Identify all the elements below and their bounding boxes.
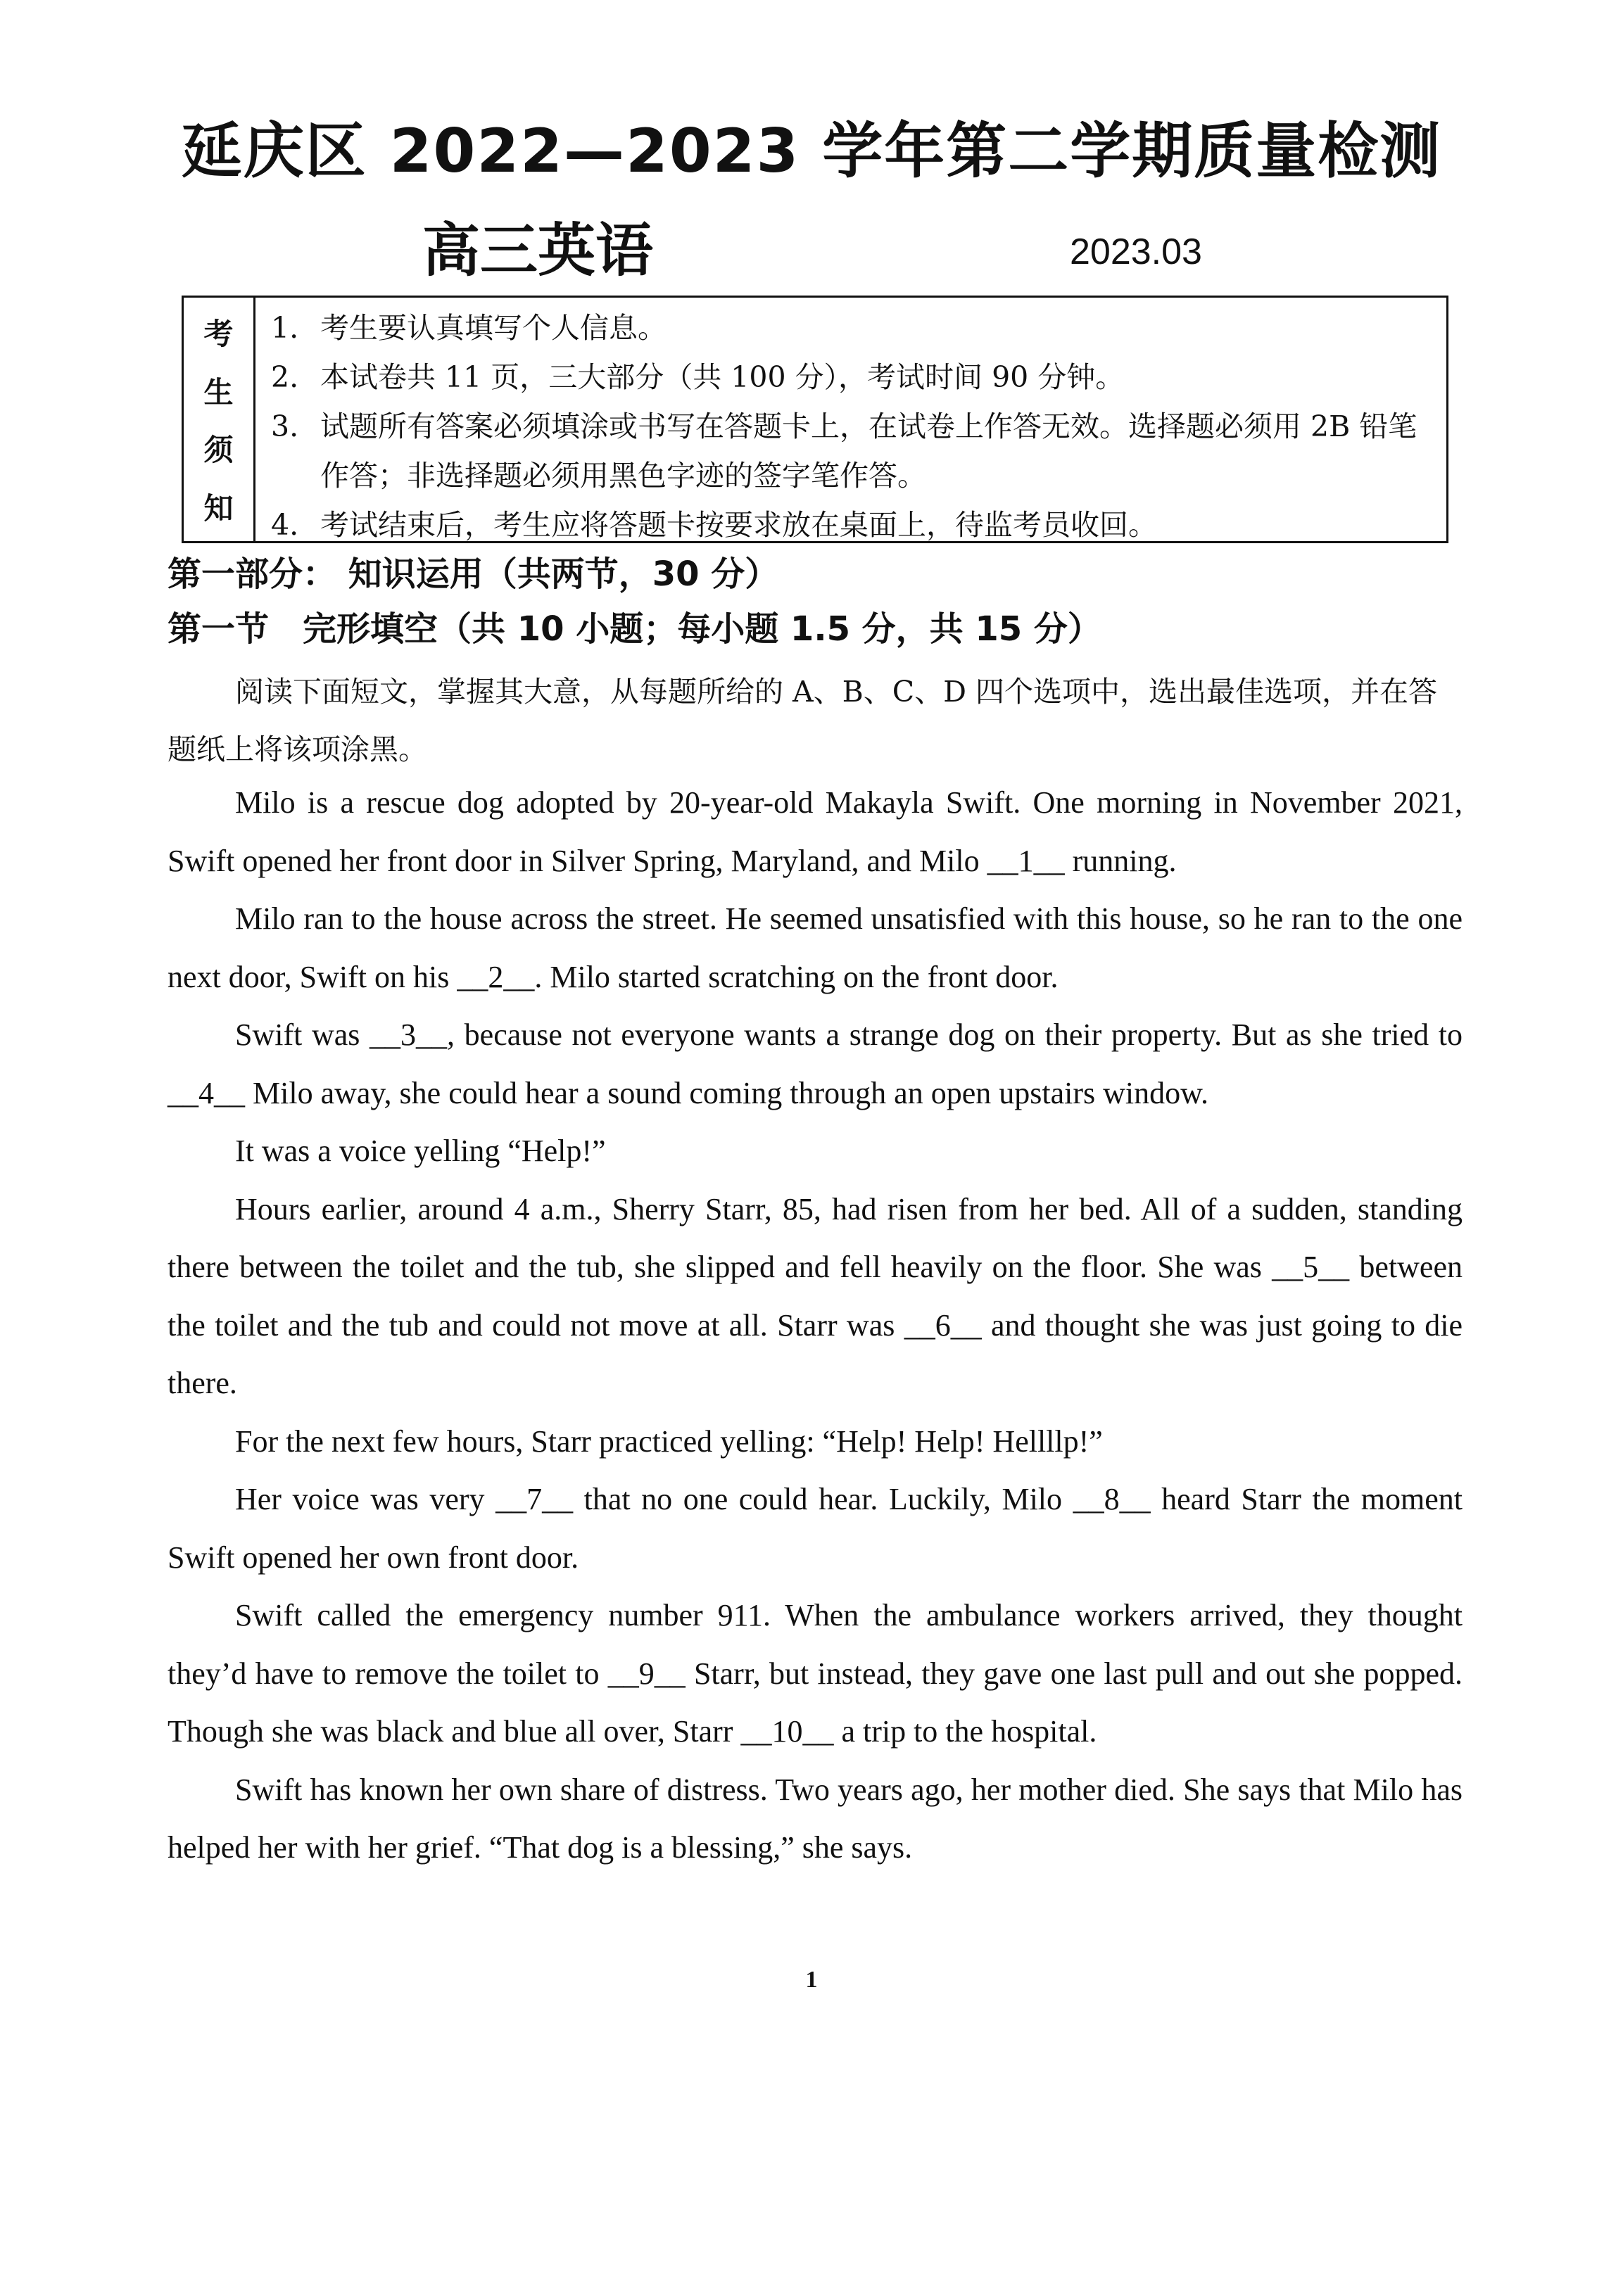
notice-item bbox=[271, 303, 1435, 353]
notice-label-char: 生 bbox=[203, 374, 234, 410]
notice-item-text: 本试卷共 11 页，三大部分（共 100 分），考试时间 90 分钟。 bbox=[320, 360, 1125, 394]
passage-text: Milo is a rescue dog adopted by 20-year-old Makayla Swift. One morning in November 2021, Swift opened her front door in Silver Spring, Maryland, and Milo bbox=[168, 785, 1463, 878]
exam-title: 延庆区 2022—2023 学年第二学期质量检测 bbox=[181, 116, 1442, 186]
passage-paragraph bbox=[168, 1471, 1463, 1587]
section-one-heading: 第一节 完形填空（共 10 小题；每小题 1.5 分，共 15 分） bbox=[168, 609, 1101, 649]
passage-text: Swift called the emergency number 911. When the ambulance workers arrived, they thought they’d have to remove the toilet to bbox=[168, 1598, 1463, 1691]
notice-label-char: 知 bbox=[203, 490, 234, 526]
notice-item-text: 考生要认真填写个人信息。 bbox=[320, 311, 667, 345]
passage-paragraph bbox=[168, 774, 1463, 890]
passage-paragraph bbox=[168, 1181, 1463, 1413]
cloze-instruction: 阅读下面短文，掌握其大意，从每题所给的 A、B、C、D 四个选项中，选出最佳选项，并在答题纸上将该项涂黑。 bbox=[168, 675, 1438, 766]
passage-text: that no one could hear. Luckily, Milo bbox=[573, 1482, 1073, 1516]
passage-paragraph: Swift has known her own share of distress. Two years ago, her mother died. She says that Milo has helped her with her grief. “That dog is a blessing,” she says. bbox=[168, 1772, 1463, 1865]
subject-title: 高三英语 bbox=[422, 217, 654, 284]
notice-label-char: 考 bbox=[203, 317, 234, 352]
passage-text: Her voice was very bbox=[235, 1482, 496, 1516]
passage-text: and thought she was just going to die there. bbox=[168, 1307, 1463, 1400]
notice-item-text: 试题所有答案必须填涂或书写在答题卡上，在试卷上作答无效。选择题必须用 2B 铅笔作答；非选择题必须用黑色字迹的签字笔作答。 bbox=[320, 410, 1417, 493]
notice-label-char: 须 bbox=[203, 433, 234, 468]
blank-5: __5__ bbox=[1272, 1250, 1350, 1284]
blank-2: __2__ bbox=[457, 959, 535, 994]
blank-6: __6__ bbox=[904, 1307, 982, 1343]
cloze-passage bbox=[168, 774, 1463, 1877]
notice-label bbox=[184, 298, 255, 541]
exam-date: 2023.03 bbox=[1070, 231, 1202, 272]
passage-paragraph bbox=[168, 1587, 1463, 1761]
notice-item bbox=[271, 402, 1435, 500]
blank-1: __1__ bbox=[987, 843, 1065, 878]
passage-text: , because not everyone wants a strange dog on their property. But as she tried to bbox=[447, 1017, 1463, 1052]
passage-text: running. bbox=[1064, 843, 1177, 878]
blank-8: __8__ bbox=[1073, 1482, 1151, 1516]
passage-paragraph bbox=[168, 1006, 1463, 1122]
blank-3: __3__ bbox=[370, 1017, 448, 1052]
notice-item-number: 3. bbox=[271, 410, 299, 443]
blank-10: __10__ bbox=[740, 1714, 834, 1749]
passage-text: Hours earlier, around 4 a.m., Sherry Starr, 85, had risen from her bed. All of a sudden, standing there between the toilet and the tub, she slipped and fell heavily on the floor. She was bbox=[168, 1191, 1463, 1284]
passage-text: heard Starr the moment Swift opened her own front door. bbox=[168, 1482, 1463, 1575]
page-number: 1 bbox=[805, 1967, 818, 1993]
notice-item-text: 考试结束后，考生应将答题卡按要求放在桌面上，待监考员收回。 bbox=[320, 508, 1157, 542]
passage-paragraph: For the next few hours, Starr practiced yelling: “Help! Help! Hellllp!” bbox=[235, 1423, 1103, 1459]
candidate-notice-box bbox=[182, 296, 1448, 543]
blank-9: __9__ bbox=[607, 1656, 686, 1691]
notice-item bbox=[271, 500, 1435, 550]
passage-text: Milo away, she could hear a sound coming through an open upstairs window. bbox=[245, 1075, 1209, 1110]
passage-text: a trip to the hospital. bbox=[833, 1714, 1097, 1749]
notice-item-number: 4. bbox=[271, 508, 299, 542]
passage-paragraph: It was a voice yelling “Help!” bbox=[235, 1134, 606, 1168]
passage-paragraph bbox=[168, 890, 1463, 1006]
passage-text: . Milo started scratching on the front door. bbox=[534, 959, 1059, 994]
notice-item-number: 1. bbox=[271, 311, 299, 345]
blank-7: __7__ bbox=[495, 1482, 574, 1516]
passage-text: Starr, but instead, they gave one last pull and out she popped. Though she was black and blue all over, Starr bbox=[168, 1656, 1463, 1749]
notice-list bbox=[255, 298, 1446, 541]
passage-text: Milo ran to the house across the street. He seemed unsatisfied with this house, so he ran to the one next door, Swift on his bbox=[168, 901, 1463, 994]
notice-item bbox=[271, 353, 1435, 402]
passage-text: between the toilet and the tub and could not move at all. Starr was bbox=[168, 1250, 1463, 1343]
part-one-heading: 第一部分： 知识运用（共两节，30 分） bbox=[168, 554, 779, 594]
passage-text: Swift was bbox=[235, 1017, 370, 1052]
notice-item-number: 2. bbox=[271, 360, 299, 394]
blank-4: __4__ bbox=[168, 1075, 245, 1110]
